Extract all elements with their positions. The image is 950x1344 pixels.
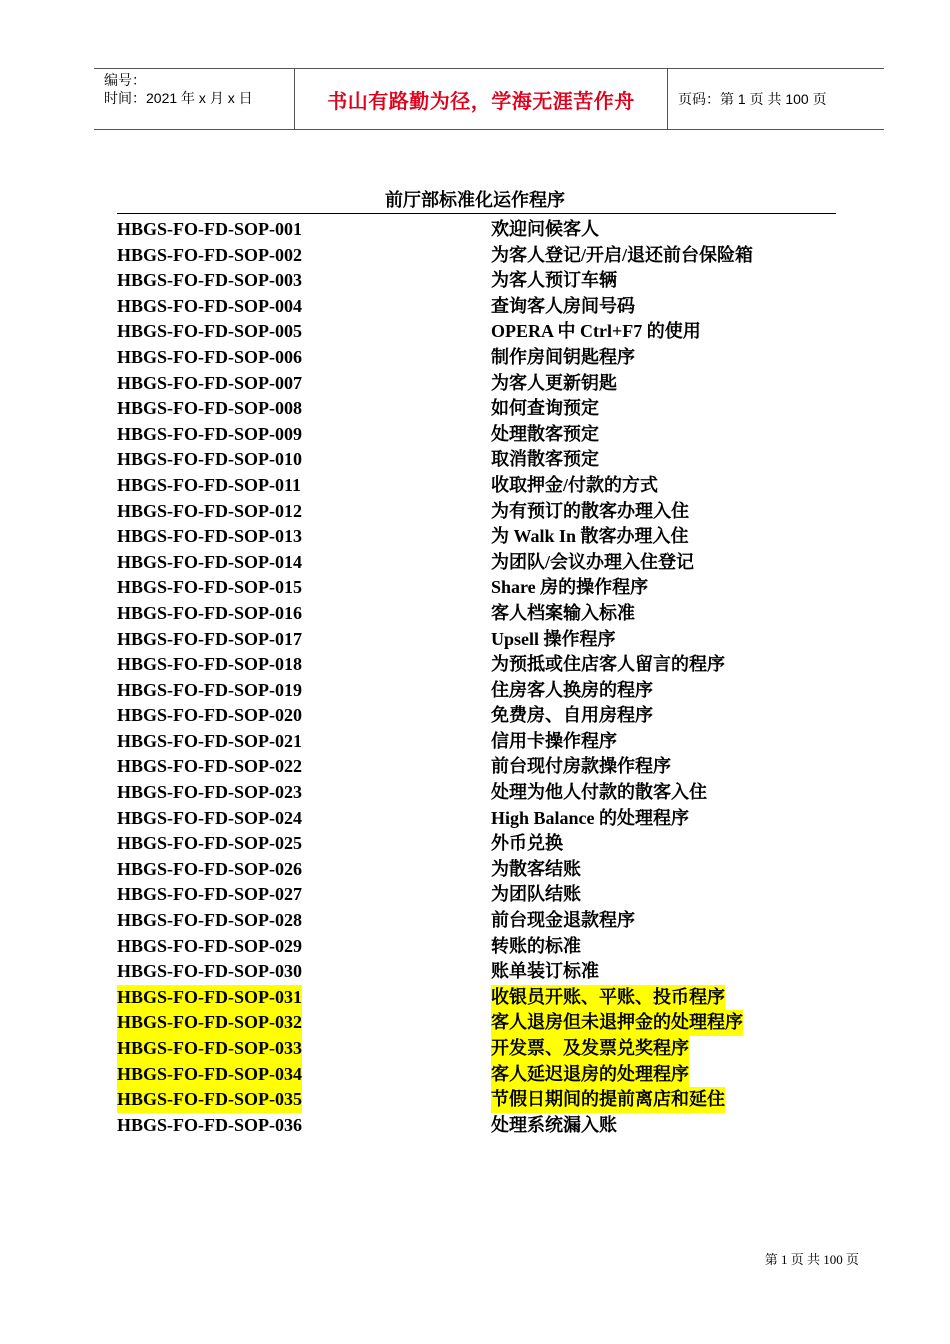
sop-row	[117, 294, 836, 320]
sop-code: HBGS-FO-FD-SOP-029	[117, 935, 302, 956]
sop-row	[117, 268, 836, 294]
sop-code: HBGS-FO-FD-SOP-009	[117, 423, 302, 444]
sop-name: 为团队结账	[491, 884, 581, 905]
title-underline	[117, 213, 836, 214]
sop-row	[117, 934, 836, 960]
sop-name: 制作房间钥匙程序	[491, 346, 635, 367]
sop-row	[117, 627, 836, 653]
sop-code: HBGS-FO-FD-SOP-022	[117, 756, 302, 777]
sop-row	[117, 1036, 836, 1062]
sop-code: HBGS-FO-FD-SOP-026	[117, 858, 302, 879]
sop-code: HBGS-FO-FD-SOP-020	[117, 705, 302, 726]
sop-row	[117, 1113, 836, 1139]
sop-name: Upsell 操作程序	[491, 628, 616, 649]
sop-row	[117, 575, 836, 601]
sop-code: HBGS-FO-FD-SOP-021	[117, 730, 302, 751]
sop-row	[117, 422, 836, 448]
sop-name: 信用卡操作程序	[491, 730, 617, 751]
sop-name: 处理散客预定	[491, 423, 599, 444]
sop-name: 客人档案输入标准	[491, 602, 635, 623]
sop-row	[117, 1010, 836, 1036]
sop-name: 为客人预订车辆	[491, 270, 617, 291]
sop-row	[117, 985, 836, 1011]
sop-name: 开发票、及发票兑奖程序	[491, 1036, 689, 1062]
sop-code: HBGS-FO-FD-SOP-011	[117, 474, 301, 495]
sop-row	[117, 371, 836, 397]
sop-code: HBGS-FO-FD-SOP-008	[117, 398, 302, 419]
sop-code: HBGS-FO-FD-SOP-015	[117, 577, 302, 598]
sop-code: HBGS-FO-FD-SOP-003	[117, 270, 302, 291]
sop-name: 前台现付房款操作程序	[491, 756, 671, 777]
sop-row	[117, 601, 836, 627]
sop-code: HBGS-FO-FD-SOP-030	[117, 961, 302, 982]
sop-row	[117, 524, 836, 550]
sop-name: 免费房、自用房程序	[491, 705, 653, 726]
page-header	[94, 68, 884, 130]
sop-code: HBGS-FO-FD-SOP-025	[117, 833, 302, 854]
sop-row	[117, 550, 836, 576]
sop-name: 取消散客预定	[491, 449, 599, 470]
sop-name: 收银员开账、平账、投币程序	[491, 985, 725, 1011]
sop-name: 为团队/会议办理入住登记	[491, 551, 694, 572]
header-motto: 书山有路勤为径，学海无涯苦作舟	[295, 69, 668, 129]
sop-name: 为 Walk In 散客办理入住	[491, 526, 689, 547]
sop-name: 前台现金退款程序	[491, 910, 635, 931]
sop-row	[117, 857, 836, 883]
sop-name: Share 房的操作程序	[491, 577, 649, 598]
sop-name: 为有预订的散客办理入住	[491, 500, 689, 521]
sop-name: 节假日期间的提前离店和延住	[491, 1087, 725, 1113]
sop-name: 为客人更新钥匙	[491, 372, 617, 393]
sop-code: HBGS-FO-FD-SOP-034	[117, 1062, 302, 1088]
sop-row	[117, 447, 836, 473]
sop-name: 处理为他人付款的散客入住	[491, 782, 707, 803]
sop-name: 账单装订标准	[491, 961, 599, 982]
sop-name: 客人延迟退房的处理程序	[491, 1062, 689, 1088]
sop-name: High Balance 的处理程序	[491, 807, 690, 828]
sop-name: 如何查询预定	[491, 398, 599, 419]
sop-name: 欢迎问候客人	[491, 219, 599, 239]
header-meta	[94, 69, 295, 129]
sop-code: HBGS-FO-FD-SOP-010	[117, 449, 302, 470]
sop-code: HBGS-FO-FD-SOP-024	[117, 807, 302, 828]
sop-name: 为预抵或住店客人留言的程序	[491, 654, 725, 675]
sop-row	[117, 217, 836, 243]
sop-row	[117, 908, 836, 934]
sop-name: 外币兑换	[491, 833, 563, 854]
sop-code: HBGS-FO-FD-SOP-004	[117, 295, 302, 316]
sop-code: HBGS-FO-FD-SOP-013	[117, 526, 302, 547]
sop-code: HBGS-FO-FD-SOP-027	[117, 884, 302, 905]
sop-code: HBGS-FO-FD-SOP-005	[117, 321, 302, 342]
sop-code: HBGS-FO-FD-SOP-002	[117, 244, 302, 265]
sop-row	[117, 319, 836, 345]
sop-name: 查询客人房间号码	[491, 295, 635, 316]
sop-list	[117, 217, 836, 1138]
sop-row	[117, 345, 836, 371]
sop-row	[117, 703, 836, 729]
sop-row	[117, 473, 836, 499]
sop-name: 住房客人换房的程序	[491, 679, 653, 700]
sop-code: HBGS-FO-FD-SOP-032	[117, 1010, 302, 1036]
sop-code: HBGS-FO-FD-SOP-036	[117, 1114, 302, 1135]
sop-code: HBGS-FO-FD-SOP-023	[117, 782, 302, 803]
time-label: 时间：2021 年 x 月 x 日	[104, 90, 253, 106]
sop-row	[117, 754, 836, 780]
sop-row	[117, 780, 836, 806]
sop-name: 为客人登记/开启/退还前台保险箱	[491, 244, 754, 265]
footer-page-info: 第 1 页 共 100 页	[764, 1252, 859, 1267]
sop-row	[117, 1087, 836, 1113]
sop-code: HBGS-FO-FD-SOP-019	[117, 679, 302, 700]
sop-name: 收取押金/付款的方式	[491, 474, 659, 495]
sop-code: HBGS-FO-FD-SOP-035	[117, 1087, 302, 1113]
sop-code: HBGS-FO-FD-SOP-028	[117, 910, 302, 931]
sop-code: HBGS-FO-FD-SOP-006	[117, 346, 302, 367]
sop-code: HBGS-FO-FD-SOP-033	[117, 1036, 302, 1062]
sop-row	[117, 652, 836, 678]
sop-code: HBGS-FO-FD-SOP-018	[117, 654, 302, 675]
sop-name: 客人退房但未退押金的处理程序	[491, 1010, 743, 1036]
sop-row	[117, 831, 836, 857]
number-label: 编号：	[104, 72, 146, 88]
sop-code: HBGS-FO-FD-SOP-016	[117, 602, 302, 623]
sop-row	[117, 243, 836, 269]
sop-row	[117, 1062, 836, 1088]
sop-row	[117, 678, 836, 704]
sop-code: HBGS-FO-FD-SOP-001	[117, 219, 302, 239]
header-page-info: 页码：第 1 页 共 100 页	[678, 91, 827, 107]
sop-code: HBGS-FO-FD-SOP-012	[117, 500, 302, 521]
sop-row	[117, 729, 836, 755]
document-title: 前厅部标准化运作程序	[385, 190, 565, 211]
sop-row	[117, 499, 836, 525]
sop-code: HBGS-FO-FD-SOP-007	[117, 372, 302, 393]
sop-row	[117, 959, 836, 985]
sop-name: 转账的标准	[491, 935, 581, 956]
sop-row	[117, 396, 836, 422]
sop-name: OPERA 中 Ctrl+F7 的使用	[491, 321, 701, 342]
sop-code: HBGS-FO-FD-SOP-014	[117, 551, 302, 572]
sop-name: 为散客结账	[491, 858, 581, 879]
sop-row	[117, 806, 836, 832]
sop-name: 处理系统漏入账	[491, 1114, 617, 1135]
sop-code: HBGS-FO-FD-SOP-031	[117, 985, 302, 1011]
sop-row	[117, 882, 836, 908]
sop-code: HBGS-FO-FD-SOP-017	[117, 628, 302, 649]
